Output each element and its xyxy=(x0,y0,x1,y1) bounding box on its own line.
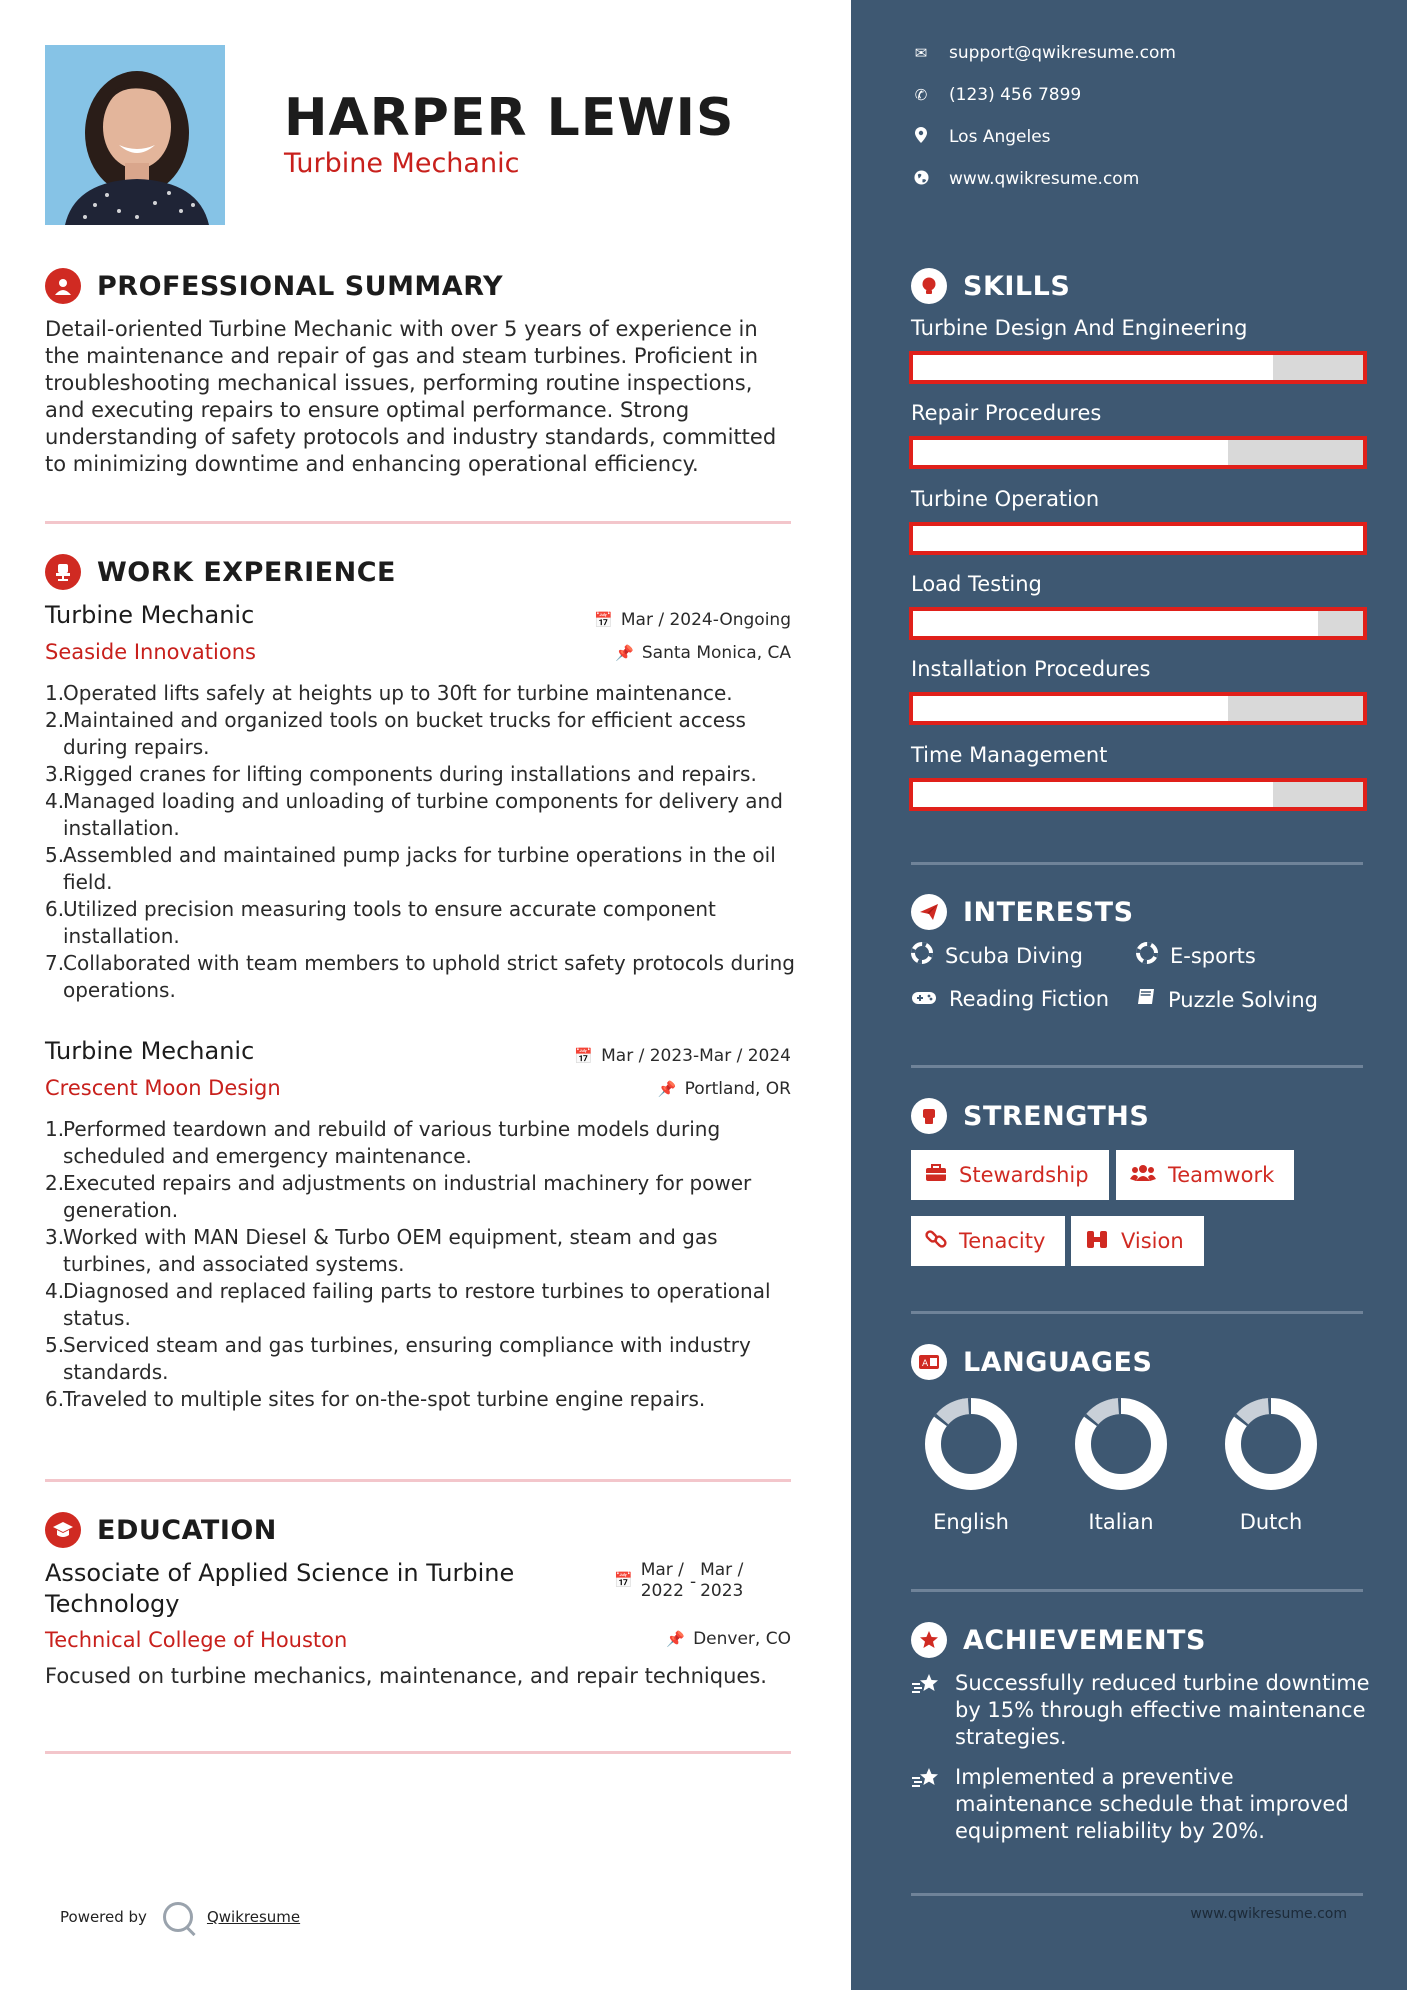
phone-text: (123) 456 7899 xyxy=(949,85,1082,105)
interest-label: E-sports xyxy=(1170,943,1256,968)
education-location xyxy=(666,1629,791,1649)
sidebar xyxy=(851,0,1407,1990)
shooting-star-icon xyxy=(911,1672,943,1751)
contact-website xyxy=(911,169,1139,189)
list-item: 4. Managed loading and unloading of turbine components for delivery and installation. xyxy=(45,789,783,840)
education-dates xyxy=(614,1560,743,1602)
experience-title: WORK EXPERIENCE xyxy=(97,556,396,588)
list-item: 1. Operated lifts safely at heights up to 30ft for turbine maintenance. xyxy=(45,681,733,705)
list-item: 4. Diagnosed and replaced failing parts to restore turbines to operational status. xyxy=(45,1279,771,1330)
lifebuoy-icon xyxy=(911,942,933,969)
skill-bar xyxy=(909,351,1367,384)
contact-phone xyxy=(911,85,1081,105)
job-dates xyxy=(574,1046,791,1066)
skill-label: Turbine Operation xyxy=(911,487,1100,511)
pin-icon: 📌 xyxy=(666,1630,686,1648)
location-text: Los Angeles xyxy=(949,127,1051,147)
language-ring xyxy=(923,1396,1019,1492)
language-ring xyxy=(1223,1396,1319,1492)
skill-bar xyxy=(909,607,1367,640)
divider xyxy=(45,521,791,524)
powered-by-label: Powered by xyxy=(60,1908,147,1926)
job-company: Seaside Innovations xyxy=(45,640,256,664)
skill-bar-fill xyxy=(913,440,1228,465)
language-label: Italian xyxy=(1088,1510,1154,1534)
divider xyxy=(45,1751,791,1754)
strength-badge xyxy=(911,1216,1065,1266)
divider xyxy=(911,1893,1363,1896)
job-dates xyxy=(594,610,791,630)
skill-bar-fill xyxy=(913,782,1273,807)
education-title: EDUCATION xyxy=(97,1514,277,1546)
job-location xyxy=(658,1079,791,1099)
strength-label: Tenacity xyxy=(959,1229,1046,1253)
users-icon xyxy=(1130,1163,1156,1187)
interests-title: INTERESTS xyxy=(963,896,1134,928)
divider xyxy=(911,1065,1363,1068)
list-item: 3. Rigged cranes for lifting components during installations and repairs. xyxy=(45,762,757,786)
list-item: 5. Assembled and maintained pump jacks for turbine operations in the oil field. xyxy=(45,843,776,894)
date-separator: - xyxy=(689,1572,697,1592)
list-item: 1. Performed teardown and rebuild of various turbine models during scheduled and emergency maintenance. xyxy=(45,1117,721,1168)
job-dates-text: Mar / 2024-Ongoing xyxy=(620,610,791,630)
achievements-title: ACHIEVEMENTS xyxy=(963,1624,1206,1656)
paper-plane-icon xyxy=(911,894,947,930)
powered-by xyxy=(60,1902,300,1932)
interest-label: Scuba Diving xyxy=(945,943,1083,968)
language-item xyxy=(911,1396,1031,1534)
envelope-icon: ✉ xyxy=(914,44,928,62)
fist-icon xyxy=(911,1098,947,1134)
skill-label: Load Testing xyxy=(911,572,1042,596)
link-icon xyxy=(925,1228,947,1255)
strengths-heading xyxy=(911,1098,1149,1134)
interest-item xyxy=(1136,987,1318,1012)
interests-heading xyxy=(911,894,1134,930)
contact-email xyxy=(911,43,1176,63)
language-item xyxy=(1211,1396,1331,1534)
education-description: Focused on turbine mechanics, maintenance, and repair techniques. xyxy=(45,1664,767,1688)
footer-url[interactable]: www.qwikresume.com xyxy=(1190,1906,1347,1922)
achievement-text: Successfully reduced turbine downtime by 15% through effective maintenance strategies. xyxy=(955,1671,1370,1749)
divider xyxy=(911,862,1363,865)
list-item: 2. Executed repairs and adjustments on industrial machinery for power generation. xyxy=(45,1171,752,1222)
globe-icon xyxy=(911,170,931,189)
strength-label: Teamwork xyxy=(1168,1163,1275,1187)
divider xyxy=(911,1311,1363,1314)
education-school: Technical College of Houston xyxy=(45,1628,348,1652)
languages-title: LANGUAGES xyxy=(963,1346,1153,1378)
graduation-cap-icon xyxy=(45,1512,81,1548)
star-icon xyxy=(911,1622,947,1658)
divider xyxy=(45,1479,791,1482)
pin-icon: 📌 xyxy=(615,644,634,662)
achievements-heading xyxy=(911,1622,1206,1658)
job-title: Turbine Mechanic xyxy=(45,1037,255,1065)
list-item: 6. Traveled to multiple sites for on-the-spot turbine engine repairs. xyxy=(45,1387,706,1411)
profile-photo xyxy=(45,45,225,225)
achievement-item xyxy=(911,1764,1371,1845)
education-degree: Associate of Applied Science in Turbine Technology xyxy=(45,1559,515,1618)
interest-label: Puzzle Solving xyxy=(1168,987,1318,1012)
lightbulb-icon xyxy=(911,268,947,304)
language-label: Dutch xyxy=(1239,1510,1303,1534)
gamepad-icon xyxy=(911,987,937,1011)
summary-text: Detail-oriented Turbine Mechanic with over 5 years of experience in the maintenance and repair of gas and steam turbines. Proficient in troubleshooting mechanical issues, performing routine inspections, and executing repairs to ensure optimal performance. Strong understanding of safety protocols and industry standards, committed to minimizing downtime and enhancing operational efficiency. xyxy=(45,317,777,476)
interest-item xyxy=(911,942,1083,969)
achievement-text: Implemented a preventive maintenance schedule that improved equipment reliability by 20%. xyxy=(955,1765,1349,1843)
skill-bar-fill xyxy=(913,611,1318,636)
skill-bar xyxy=(909,692,1367,725)
strength-badge xyxy=(1071,1216,1204,1266)
interest-label: Reading Fiction xyxy=(949,987,1110,1011)
skill-bar-fill xyxy=(913,526,1363,551)
contact-location xyxy=(911,127,1051,147)
experience-heading xyxy=(45,554,396,590)
svg-text:A: A xyxy=(922,1359,929,1369)
calendar-icon: 📅 xyxy=(614,1571,633,1589)
job-duties xyxy=(45,680,795,1004)
skill-label: Repair Procedures xyxy=(911,401,1102,425)
language-ring xyxy=(1073,1396,1169,1492)
user-icon xyxy=(45,268,81,304)
translate-icon xyxy=(911,1344,947,1380)
strength-badge xyxy=(911,1150,1109,1200)
job-company: Crescent Moon Design xyxy=(45,1076,281,1100)
shooting-star-icon xyxy=(911,1766,943,1845)
list-item: 7. Collaborated with team members to uphold strict safety protocols during operations. xyxy=(45,951,795,1002)
skill-bar-fill xyxy=(913,696,1228,721)
job-title: Turbine Mechanic xyxy=(45,601,255,629)
job-location xyxy=(615,643,791,663)
email-text[interactable]: support@qwikresume.com xyxy=(949,43,1176,63)
language-item xyxy=(1061,1396,1181,1534)
summary-heading xyxy=(45,268,503,304)
skill-label: Time Management xyxy=(911,743,1108,767)
strength-badge xyxy=(1116,1150,1294,1200)
job-duties xyxy=(45,1116,795,1413)
phone-icon: ✆ xyxy=(914,86,928,104)
achievement-item xyxy=(911,1670,1371,1751)
strengths-title: STRENGTHS xyxy=(963,1100,1150,1132)
candidate-name: HARPER LEWIS xyxy=(284,88,735,148)
interest-item xyxy=(911,987,1109,1011)
education-end: Mar / 2023 xyxy=(700,1560,744,1601)
job-location-text: Santa Monica, CA xyxy=(641,643,791,663)
divider xyxy=(911,1589,1363,1592)
candidate-title: Turbine Mechanic xyxy=(284,148,520,179)
job-location-text: Portland, OR xyxy=(684,1079,791,1099)
lifebuoy-icon xyxy=(1136,942,1158,969)
pin-icon: 📌 xyxy=(657,1080,677,1098)
education-heading xyxy=(45,1512,277,1548)
list-item: 6. Utilized precision measuring tools to ensure accurate component installation. xyxy=(45,897,716,948)
skills-heading xyxy=(911,268,1070,304)
skill-bar xyxy=(909,436,1367,469)
chair-icon xyxy=(45,554,81,590)
binoculars-icon xyxy=(1085,1229,1109,1254)
qwikresume-link[interactable]: Qwikresume xyxy=(206,1908,301,1926)
briefcase-icon xyxy=(925,1163,947,1187)
skill-label: Turbine Design And Engineering xyxy=(911,316,1248,340)
calendar-icon: 📅 xyxy=(594,611,613,629)
interest-item xyxy=(1136,942,1256,969)
qwikresume-logo-icon xyxy=(163,1902,193,1932)
list-item: 3. Worked with MAN Diesel & Turbo OEM equipment, steam and gas turbines, and associated systems. xyxy=(45,1225,718,1276)
skills-title: SKILLS xyxy=(963,270,1071,302)
languages-heading xyxy=(911,1344,1152,1380)
skill-bar xyxy=(909,522,1367,555)
book-icon xyxy=(1136,987,1156,1012)
education-start: Mar / 2022 xyxy=(640,1560,684,1601)
education-location-text: Denver, CO xyxy=(693,1629,791,1649)
map-pin-icon xyxy=(911,127,931,147)
strength-label: Stewardship xyxy=(959,1163,1089,1187)
skill-label: Installation Procedures xyxy=(911,657,1151,681)
summary-title: PROFESSIONAL SUMMARY xyxy=(97,270,504,302)
strength-label: Vision xyxy=(1121,1229,1184,1253)
list-item: 5. Serviced steam and gas turbines, ensuring compliance with industry standards. xyxy=(45,1333,751,1384)
calendar-icon: 📅 xyxy=(574,1047,594,1065)
website-text[interactable]: www.qwikresume.com xyxy=(949,169,1140,189)
skill-bar xyxy=(909,778,1367,811)
avatar xyxy=(45,45,225,225)
job-dates-text: Mar / 2023-Mar / 2024 xyxy=(601,1046,791,1066)
skill-bar-fill xyxy=(913,355,1273,380)
language-label: English xyxy=(933,1510,1009,1534)
list-item: 2. Maintained and organized tools on bucket trucks for efficient access during repairs. xyxy=(45,708,746,759)
